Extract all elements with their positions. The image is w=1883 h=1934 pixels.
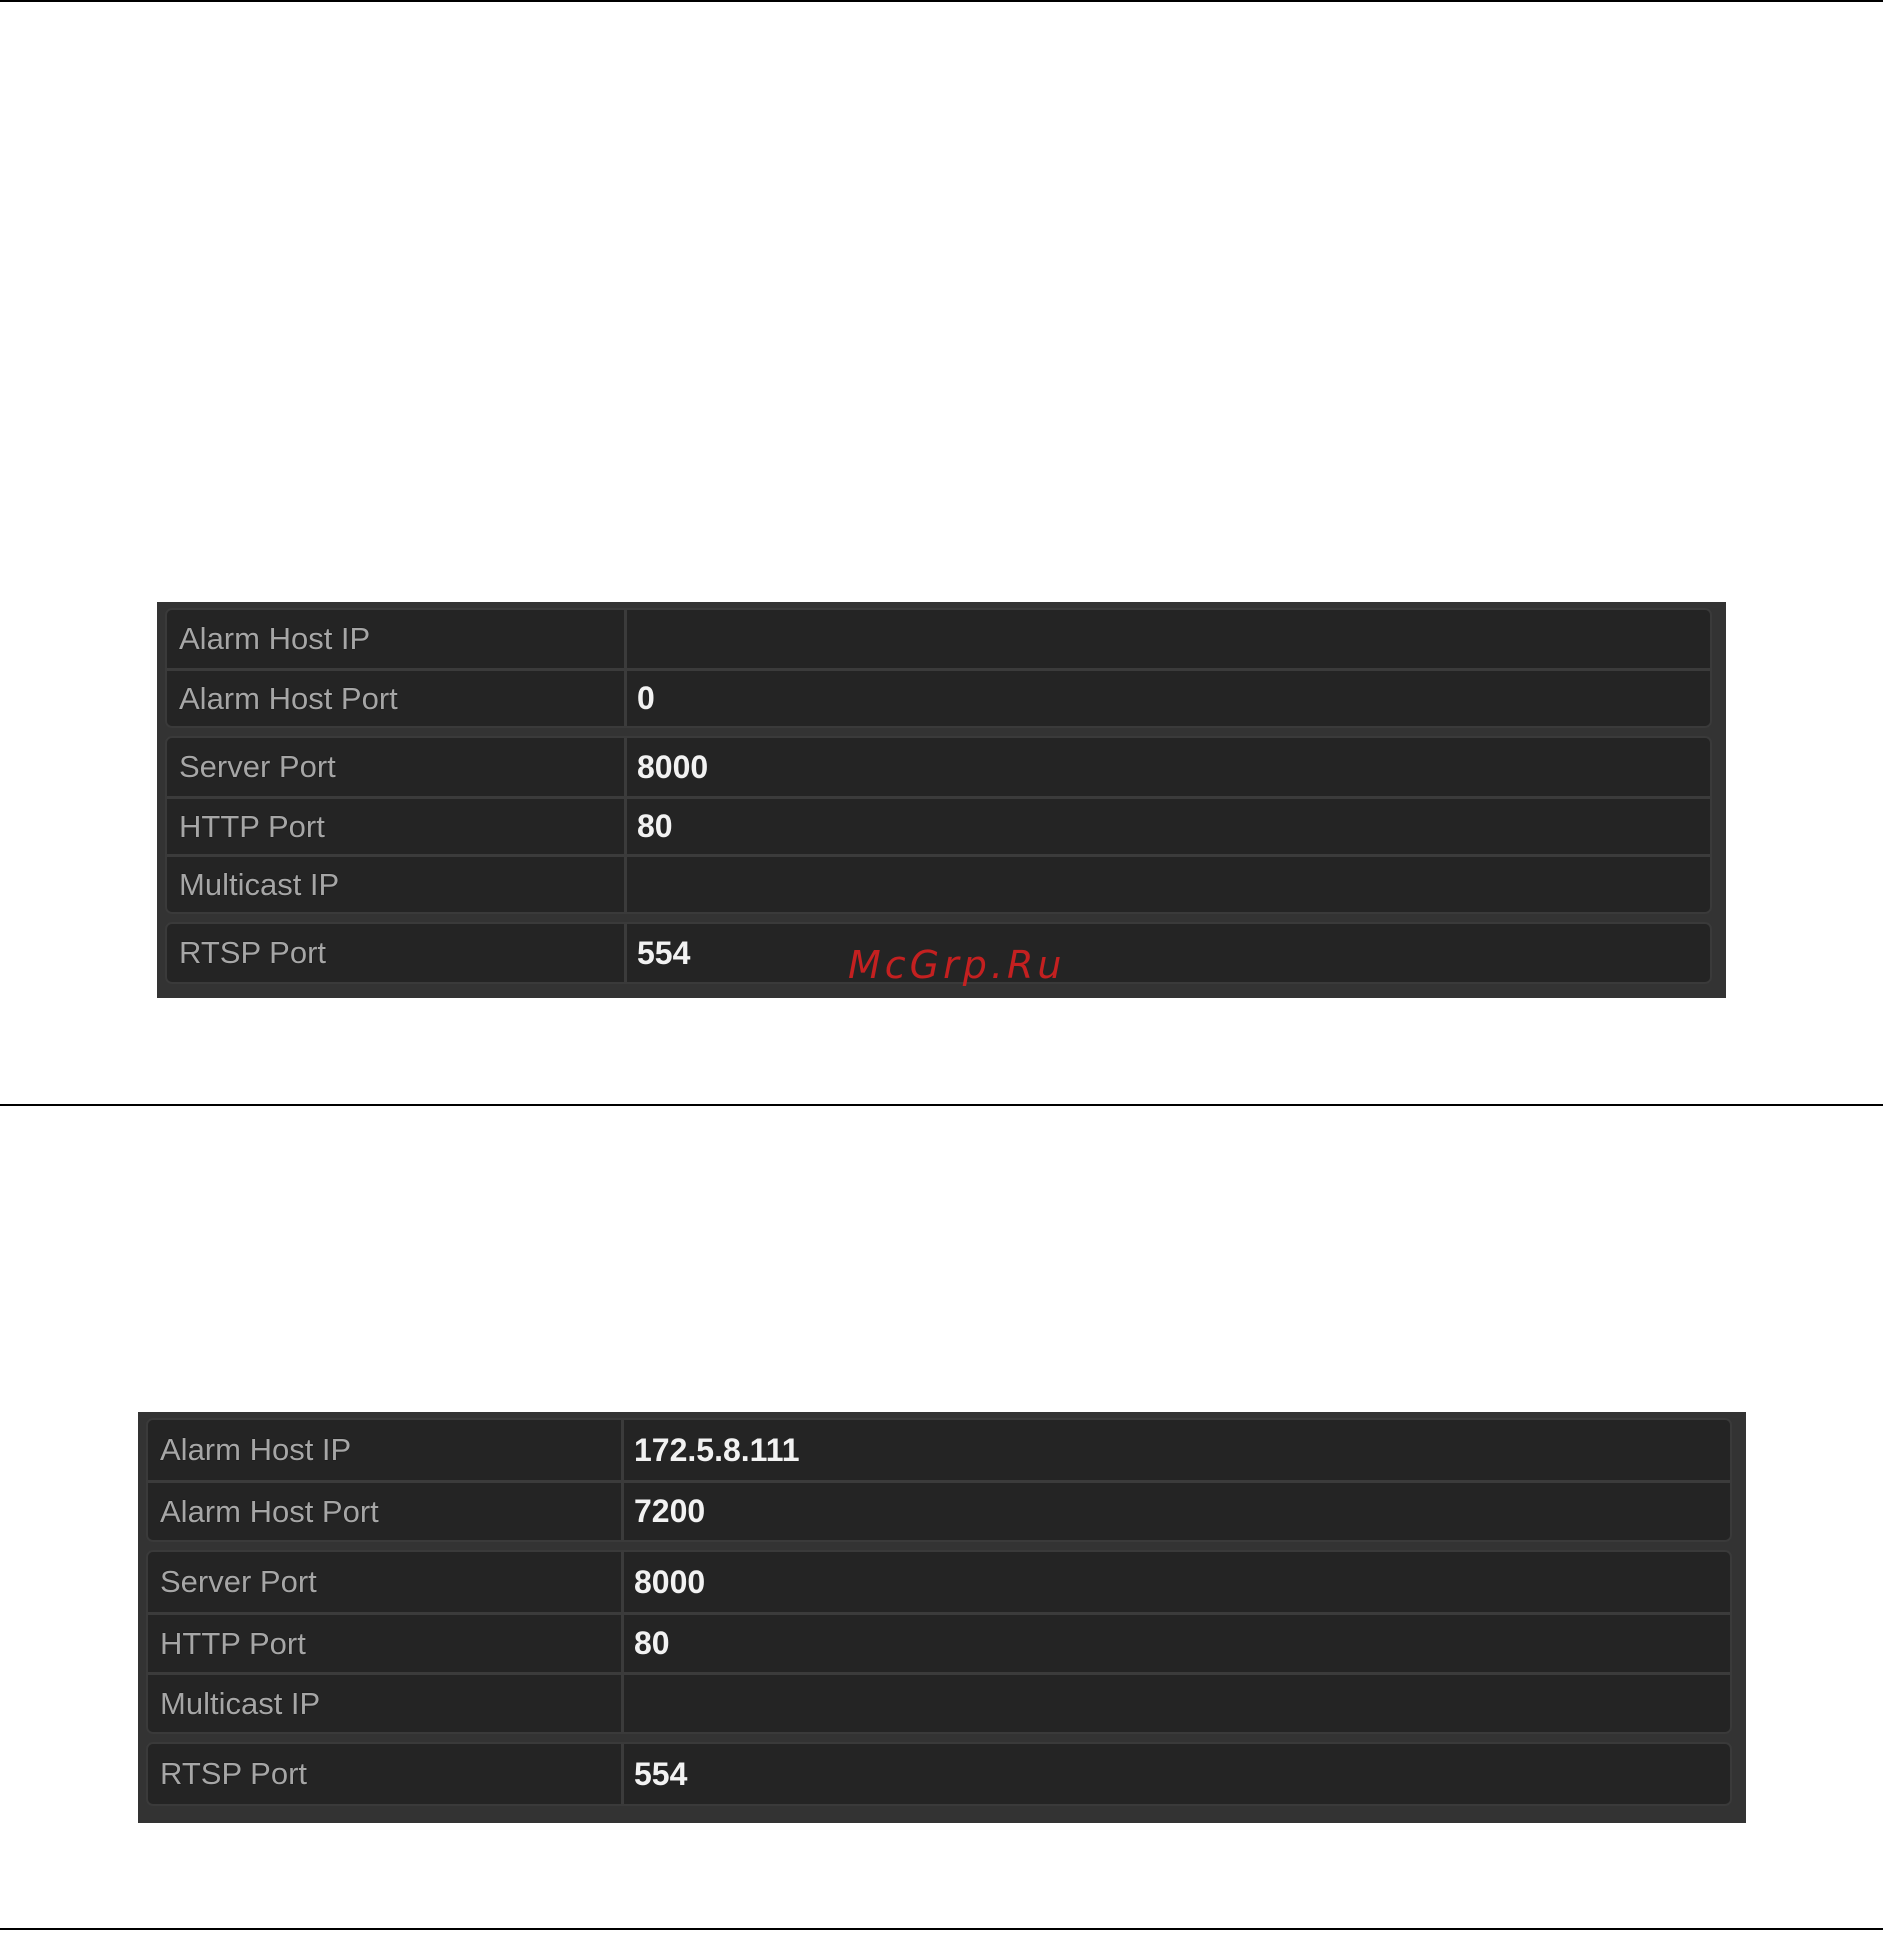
http-port-row: [167, 796, 1710, 854]
http-port-field[interactable]: 80: [634, 1625, 670, 1661]
multicast-ip-label: Multicast IP: [167, 857, 627, 912]
multicast-ip-field[interactable]: [627, 857, 1710, 912]
watermark-text: McGrp.Ru: [848, 943, 1066, 987]
bottom-divider: [0, 1928, 1883, 1930]
server-port-field[interactable]: 8000: [634, 1563, 706, 1600]
rtsp-port-label: RTSP Port: [148, 1744, 624, 1804]
alarm-host-ip-row: [148, 1420, 1730, 1480]
alarm-host-port-label: Alarm Host Port: [167, 671, 627, 726]
server-port-label: Server Port: [167, 738, 627, 796]
alarm-host-port-row: [148, 1480, 1730, 1540]
rtsp-port-label: RTSP Port: [167, 924, 627, 982]
alarm-host-ip-field[interactable]: 172.5.8.111: [634, 1431, 800, 1468]
server-port-label: Server Port: [148, 1552, 624, 1612]
rtsp-port-row: [148, 1744, 1730, 1804]
alarm-host-ip-label: Alarm Host IP: [167, 610, 627, 668]
ports-group: [165, 736, 1712, 914]
top-divider: [0, 0, 1883, 2]
server-port-row: [148, 1552, 1730, 1612]
http-port-row: [148, 1612, 1730, 1672]
alarm-host-port-field[interactable]: 0: [637, 680, 655, 716]
server-port-field[interactable]: 8000: [637, 748, 709, 785]
rtsp-port-field[interactable]: 554: [637, 934, 691, 971]
multicast-ip-row: [148, 1672, 1730, 1732]
alarm-host-group: [146, 1418, 1732, 1542]
alarm-host-port-row: [167, 668, 1710, 726]
network-settings-panel-2: [138, 1412, 1746, 1823]
alarm-host-ip-label: Alarm Host IP: [148, 1420, 624, 1480]
http-port-field[interactable]: 80: [637, 808, 673, 844]
alarm-host-ip-field[interactable]: [627, 610, 1710, 668]
multicast-ip-row: [167, 854, 1710, 912]
http-port-label: HTTP Port: [148, 1615, 624, 1672]
alarm-host-port-field[interactable]: 7200: [634, 1493, 706, 1529]
middle-divider: [0, 1104, 1883, 1106]
http-port-label: HTTP Port: [167, 799, 627, 854]
rtsp-port-field[interactable]: 554: [634, 1755, 688, 1792]
server-port-row: [167, 738, 1710, 796]
multicast-ip-field[interactable]: [624, 1675, 1730, 1732]
alarm-host-group: [165, 608, 1712, 728]
ports-group: [146, 1550, 1732, 1734]
multicast-ip-label: Multicast IP: [148, 1675, 624, 1732]
network-settings-panel-1: [157, 602, 1726, 998]
rtsp-group: [146, 1742, 1732, 1806]
alarm-host-port-label: Alarm Host Port: [148, 1483, 624, 1540]
alarm-host-ip-row: [167, 610, 1710, 668]
